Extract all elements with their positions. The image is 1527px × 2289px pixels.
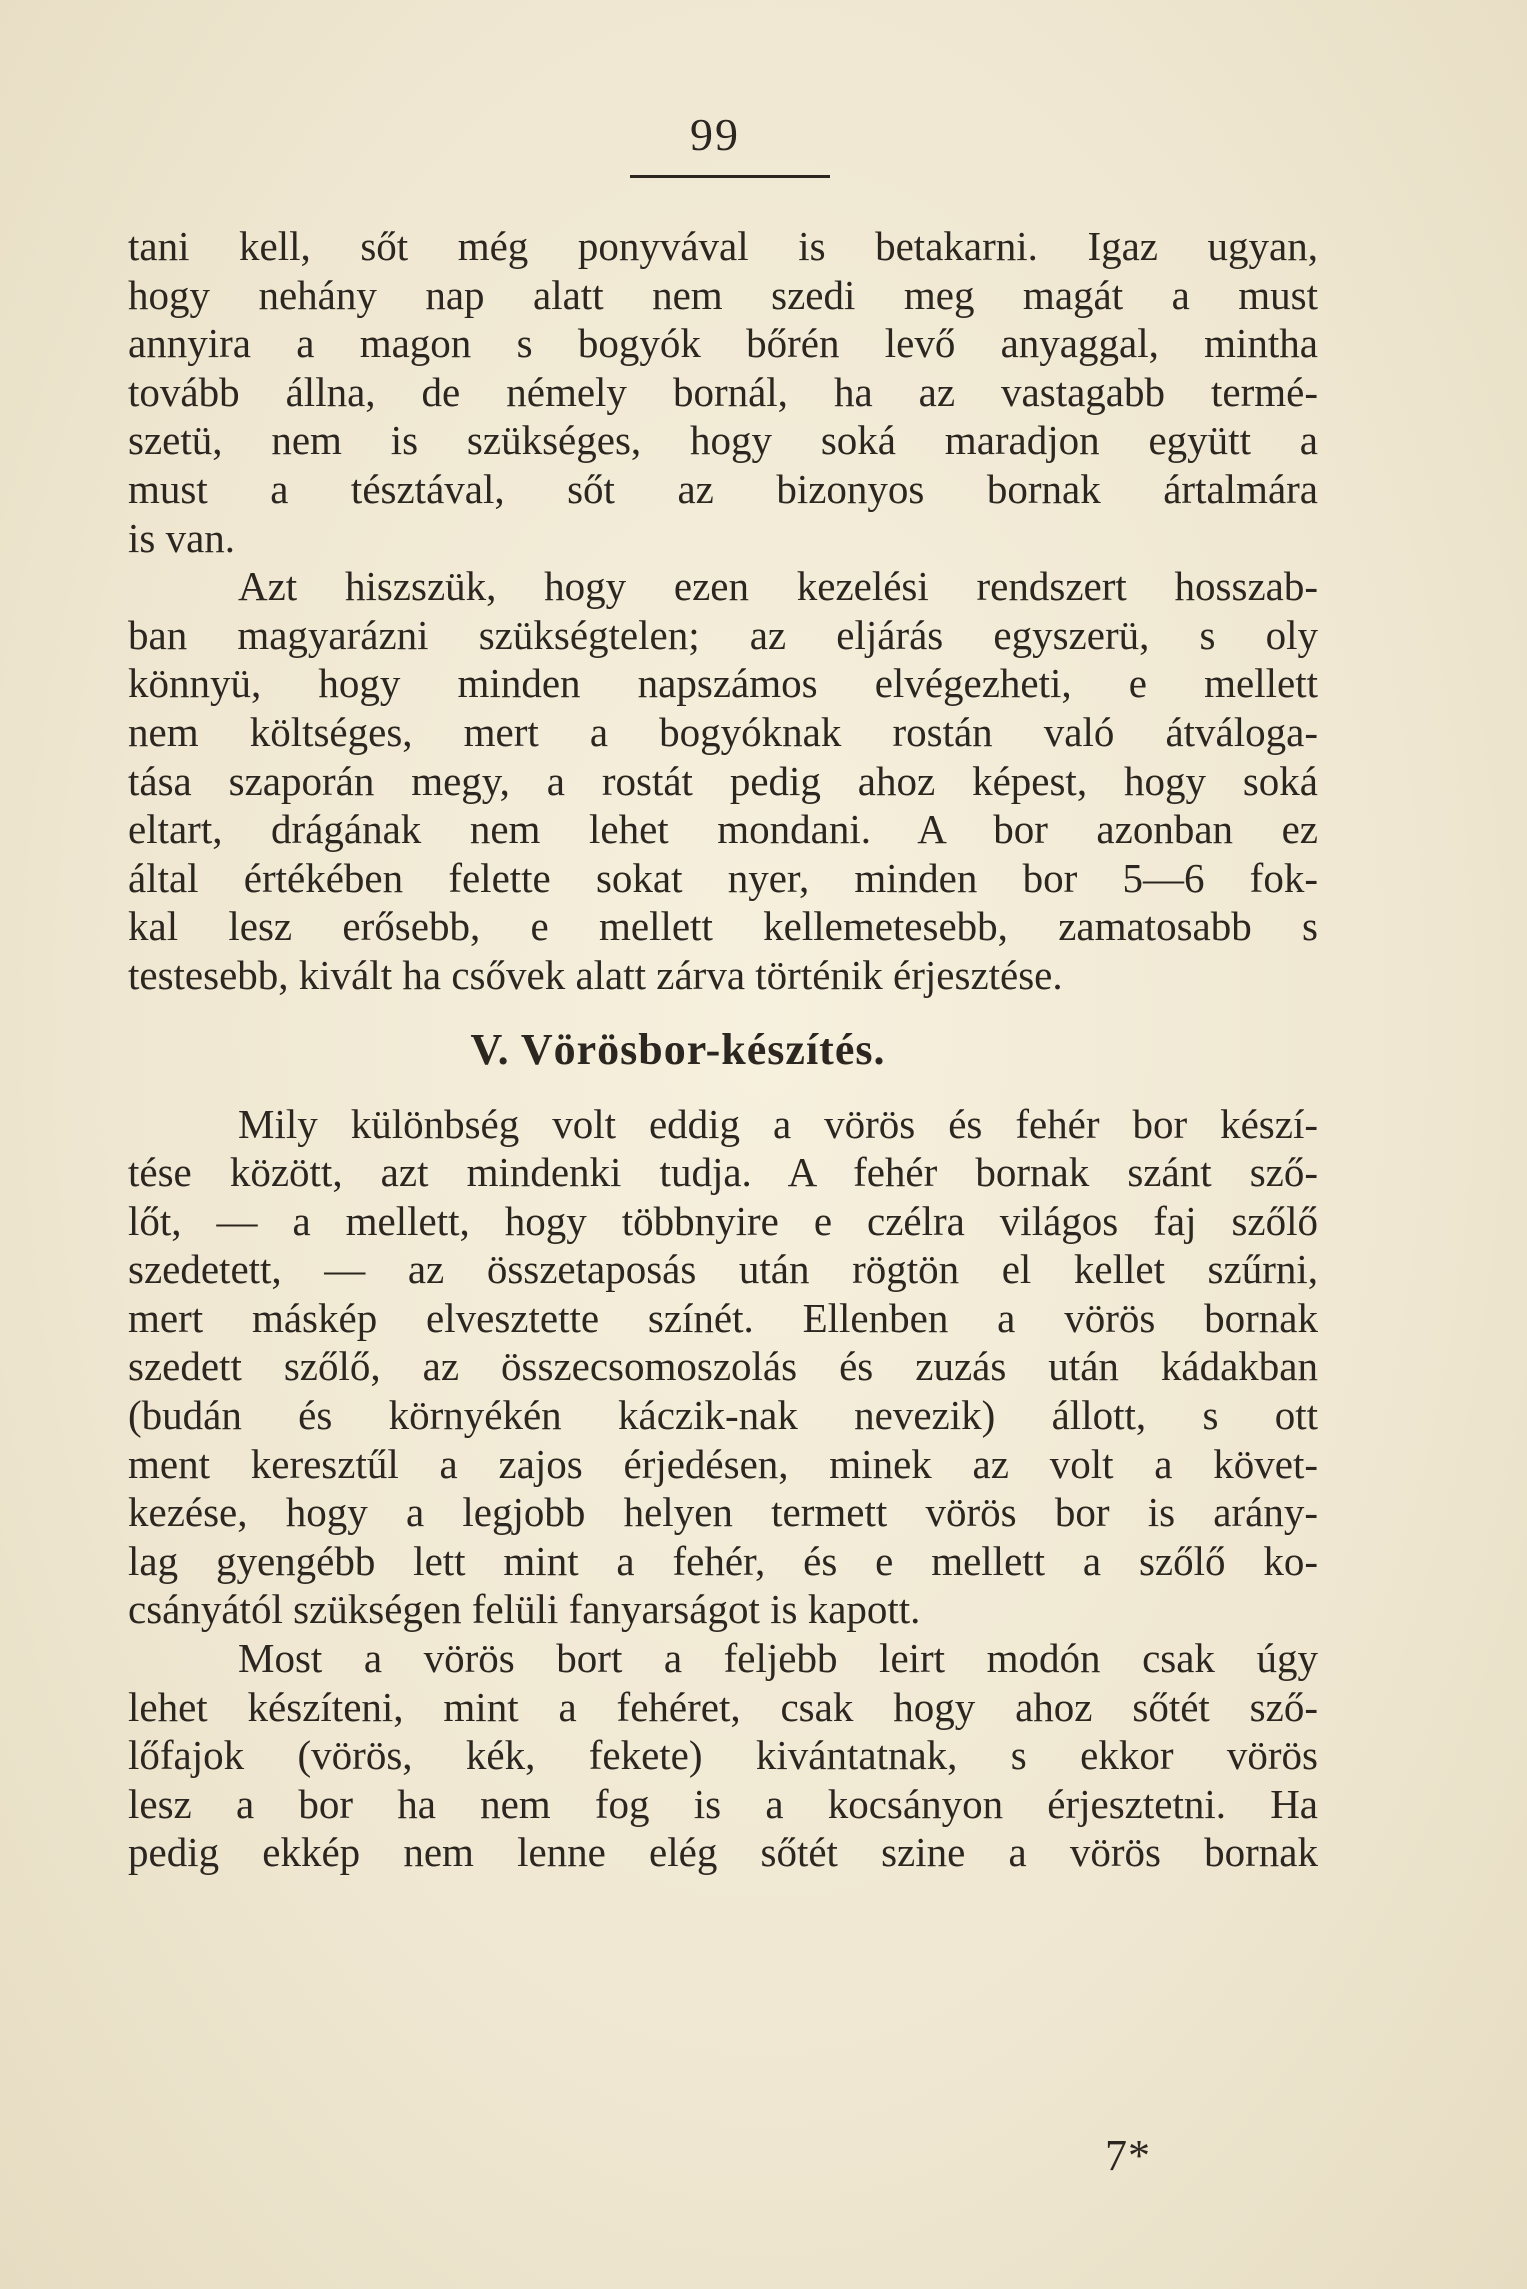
text-line: testesebb, kivált ha csővek alatt zárva történik érjesztése. bbox=[128, 951, 1063, 998]
text-line: (budán és környékén káczik-nak nevezik) állott, s ott bbox=[128, 1392, 1318, 1439]
text-line: lehet készíteni, mint a fehéret, csak hogy ahoz sőtét sző- bbox=[128, 1683, 1318, 1730]
header-rule bbox=[630, 175, 830, 178]
text-line: tása szaporán megy, a rostát pedig ahoz képest, hogy soká bbox=[128, 757, 1318, 804]
text-line: lesz a bor ha nem fog is a kocsányon érjesztetni. Ha bbox=[128, 1780, 1318, 1827]
text-line: Azt hiszszük, hogy ezen kezelési rendszert hosszab- bbox=[238, 563, 1318, 610]
text-line: szedett szőlő, az összecsomoszolás és zuzás után kádakban bbox=[128, 1343, 1318, 1390]
text-line: szetü, nem is szükséges, hogy soká maradjon együtt a bbox=[128, 417, 1318, 464]
text-line: könnyü, hogy minden napszámos elvégezheti, e mellett bbox=[128, 660, 1318, 707]
text-line: annyira a magon s bogyók bőrén levő anyaggal, mintha bbox=[128, 320, 1318, 367]
text-line: lag gyengébb lett mint a fehér, és e mellett a szőlő ko- bbox=[128, 1537, 1318, 1584]
text-line: hogy nehány nap alatt nem szedi meg magát a must bbox=[128, 271, 1318, 318]
text-line: szedetett, — az összetaposás után rögtön el kellet szűrni, bbox=[128, 1246, 1318, 1293]
text-line: eltart, drágának nem lehet mondani. A bor azonban ez bbox=[128, 806, 1318, 853]
text-line: lőfajok (vörös, kék, fekete) kivántatnak, s ekkor vörös bbox=[128, 1732, 1318, 1779]
text-line: csányától szükségen felüli fanyarságot is kapott. bbox=[128, 1586, 921, 1633]
text-line: tése között, azt mindenki tudja. A fehér bornak szánt sző- bbox=[128, 1149, 1318, 1196]
text-line: által értékében felette sokat nyer, minden bor 5—6 fok- bbox=[128, 854, 1318, 901]
paragraphs-after-heading bbox=[128, 1100, 1318, 1878]
text-line: lőt, — a mellett, hogy többnyire e czélra világos faj szőlő bbox=[128, 1197, 1318, 1244]
text-line: tani kell, sőt még ponyvával is betakarni. Igaz ugyan, bbox=[128, 223, 1318, 269]
paragraphs-before-heading bbox=[128, 222, 1318, 1000]
text-line: tovább állna, de némely bornál, ha az vastagabb termé- bbox=[128, 368, 1318, 415]
text-line: ban magyarázni szükségtelen; az eljárás egyszerü, s oly bbox=[128, 611, 1318, 658]
text-line: Most a vörös bort a feljebb leirt modón csak úgy bbox=[238, 1635, 1318, 1682]
section-heading: V. Vörösbor-készítés. bbox=[470, 1024, 886, 1074]
text-line: mert máskép elvesztette színét. Ellenben a vörös bornak bbox=[128, 1294, 1318, 1341]
body-text bbox=[128, 222, 1318, 1877]
text-line: kezése, hogy a legjobb helyen termett vörös bor is arány- bbox=[128, 1489, 1318, 1536]
signature-mark: 7* bbox=[1105, 2131, 1151, 2180]
text-line: ment keresztűl a zajos érjedésen, minek az volt a követ- bbox=[128, 1440, 1318, 1487]
text-line: nem költséges, mert a bogyóknak rostán való átváloga- bbox=[128, 708, 1318, 755]
text-line: must a tésztával, sőt az bizonyos bornak ártalmára bbox=[128, 465, 1318, 512]
text-line: kal lesz erősebb, e mellett kellemetesebb, zamatosabb s bbox=[128, 903, 1318, 950]
text-line: Mily különbség volt eddig a vörös és fehér bor készí- bbox=[238, 1100, 1318, 1147]
page-number: 99 bbox=[690, 109, 740, 160]
text-line: is van. bbox=[128, 514, 236, 561]
text-line: pedig ekkép nem lenne elég sőtét szine a vörös bornak bbox=[128, 1829, 1318, 1876]
